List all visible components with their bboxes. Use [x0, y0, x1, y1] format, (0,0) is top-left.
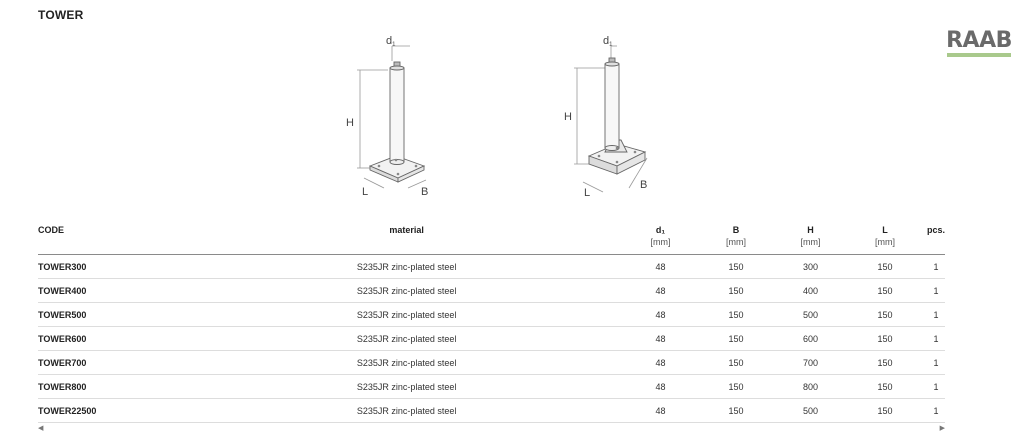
- table-row: [38, 327, 945, 351]
- cell-pcs: 1: [927, 303, 945, 327]
- cell-b: 150: [694, 279, 778, 303]
- table-header-row: [38, 222, 945, 255]
- header-pcs: pcs.: [927, 222, 945, 255]
- cell-code: TOWER700: [38, 351, 186, 375]
- cell-b: 150: [694, 351, 778, 375]
- cell-d1: 48: [627, 327, 694, 351]
- cell-material: S235JR zinc-plated steel: [186, 303, 627, 327]
- cell-b: 150: [694, 255, 778, 279]
- table-row: [38, 399, 945, 423]
- cell-l: 150: [843, 399, 927, 423]
- table-row: [38, 279, 945, 303]
- cell-material: S235JR zinc-plated steel: [186, 327, 627, 351]
- cell-code: TOWER500: [38, 303, 186, 327]
- cell-h: 400: [778, 279, 843, 303]
- cell-material: S235JR zinc-plated steel: [186, 255, 627, 279]
- header-code: CODE: [38, 222, 186, 255]
- cell-l: 150: [843, 351, 927, 375]
- cell-pcs: 1: [927, 399, 945, 423]
- cell-pcs: 1: [927, 327, 945, 351]
- cell-b: 150: [694, 303, 778, 327]
- scroll-left-arrow-icon[interactable]: ◀: [38, 425, 44, 432]
- page-title: TOWER: [38, 8, 84, 22]
- cell-d1: 48: [627, 399, 694, 423]
- label-b: B: [421, 186, 429, 198]
- cell-h: 600: [778, 327, 843, 351]
- cell-pcs: 1: [927, 375, 945, 399]
- cell-d1: 48: [627, 375, 694, 399]
- table-row: [38, 351, 945, 375]
- cell-l: 150: [843, 279, 927, 303]
- header-l: L [mm]: [843, 222, 927, 255]
- cell-material: S235JR zinc-plated steel: [186, 279, 627, 303]
- header-material: material: [186, 222, 627, 255]
- cell-l: 150: [843, 375, 927, 399]
- cell-d1: 48: [627, 303, 694, 327]
- tower-drawing-2: [555, 28, 675, 200]
- cell-d1: 48: [627, 255, 694, 279]
- label-l: L: [362, 186, 369, 198]
- cell-code: TOWER600: [38, 327, 186, 351]
- table-row: [38, 303, 945, 327]
- label-h: H: [564, 111, 572, 123]
- label-h: H: [346, 117, 354, 129]
- label-d1: d1: [386, 35, 396, 48]
- cell-code: TOWER22500: [38, 399, 186, 423]
- cell-material: S235JR zinc-plated steel: [186, 399, 627, 423]
- logo-strip: [947, 53, 1011, 57]
- cell-pcs: 1: [927, 279, 945, 303]
- cell-l: 150: [843, 303, 927, 327]
- cell-d1: 48: [627, 351, 694, 375]
- brand-logo: [946, 30, 1012, 58]
- spec-table: [38, 222, 945, 423]
- cell-d1: 48: [627, 279, 694, 303]
- cell-b: 150: [694, 327, 778, 351]
- table-row: [38, 255, 945, 279]
- scroll-right-arrow-icon[interactable]: ▶: [939, 425, 945, 432]
- cell-material: S235JR zinc-plated steel: [186, 351, 627, 375]
- label-d1: d1: [603, 35, 613, 48]
- cell-material: S235JR zinc-plated steel: [186, 375, 627, 399]
- cell-h: 500: [778, 399, 843, 423]
- cell-h: 500: [778, 303, 843, 327]
- cell-code: TOWER800: [38, 375, 186, 399]
- table-row: [38, 375, 945, 399]
- cell-pcs: 1: [927, 351, 945, 375]
- cell-code: TOWER400: [38, 279, 186, 303]
- header-d1: d₁ [mm]: [627, 222, 694, 255]
- cell-h: 800: [778, 375, 843, 399]
- horizontal-scrollbar[interactable]: [38, 424, 945, 432]
- cell-code: TOWER300: [38, 255, 186, 279]
- cell-b: 150: [694, 375, 778, 399]
- cell-l: 150: [843, 255, 927, 279]
- label-l: L: [584, 187, 591, 199]
- logo-text: RAAB: [946, 28, 1012, 53]
- cell-l: 150: [843, 327, 927, 351]
- header-b: B [mm]: [694, 222, 778, 255]
- tower-drawing-1: [330, 28, 450, 200]
- cell-h: 300: [778, 255, 843, 279]
- label-b: B: [640, 179, 648, 191]
- cell-h: 700: [778, 351, 843, 375]
- cell-pcs: 1: [927, 255, 945, 279]
- cell-b: 150: [694, 399, 778, 423]
- header-h: H [mm]: [778, 222, 843, 255]
